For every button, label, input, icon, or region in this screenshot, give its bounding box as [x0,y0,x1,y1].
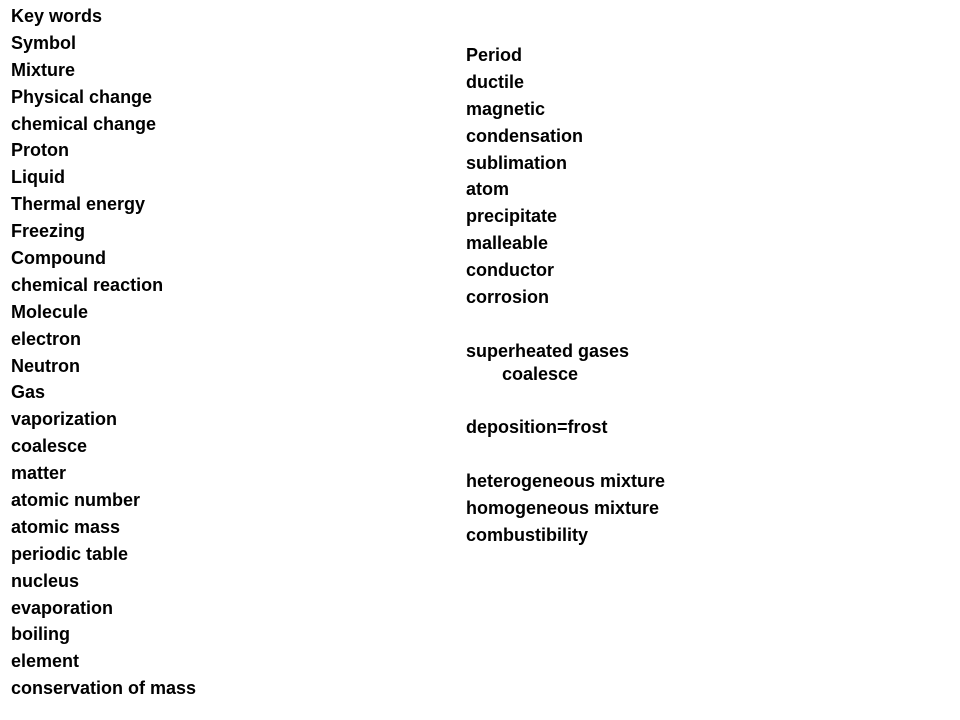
term-item: atomic mass [11,516,121,537]
superheated-term [466,338,665,385]
key-words-heading: Key words [11,6,103,26]
left-term-list [11,3,196,702]
term-item: conductor [466,260,554,281]
right-term-list [466,42,665,548]
term-item: Thermal energy [11,194,146,215]
term-item: chemical change [11,113,157,134]
term-item: Proton [11,140,69,161]
term-item: precipitate [466,206,558,227]
term-item: homogeneous mixture [466,497,660,518]
term-item: Compound [11,248,106,269]
term-line-indented: coalesce [502,363,579,384]
term-item: Period [466,45,523,65]
term-item: Liquid [11,167,65,188]
term-item: periodic table [11,543,129,564]
term-item: element [11,651,80,672]
term-item: evaporation [11,597,114,618]
term-item: Gas [11,382,46,403]
term-item: Symbol [11,32,77,53]
term-item: combustibility [466,524,589,545]
term-item: Neutron [11,355,80,376]
term-item: Physical change [11,86,153,107]
term-item: ductile [466,71,525,92]
term-item: sublimation [466,152,568,173]
term-item: malleable [466,233,549,254]
term-item: heterogeneous mixture [466,470,666,491]
term-item: vaporization [11,409,118,430]
term-item: Mixture [11,59,76,80]
term-item: boiling [11,624,70,645]
term-item: matter [11,463,67,484]
term-item: atomic number [11,490,141,511]
term-item: atom [466,179,510,200]
term-item: Freezing [11,221,86,242]
term-item: nucleus [11,570,80,591]
term-line: superheated gases [466,340,630,361]
term-item: corrosion [466,287,550,308]
term-item: magnetic [466,98,546,119]
term-item: deposition=frost [466,416,608,437]
term-item: coalesce [11,436,88,457]
term-item: condensation [466,125,584,146]
term-item: electron [11,328,82,349]
term-item: Molecule [11,301,89,322]
term-item: conservation of mass [11,678,197,699]
term-item: chemical reaction [11,274,164,295]
